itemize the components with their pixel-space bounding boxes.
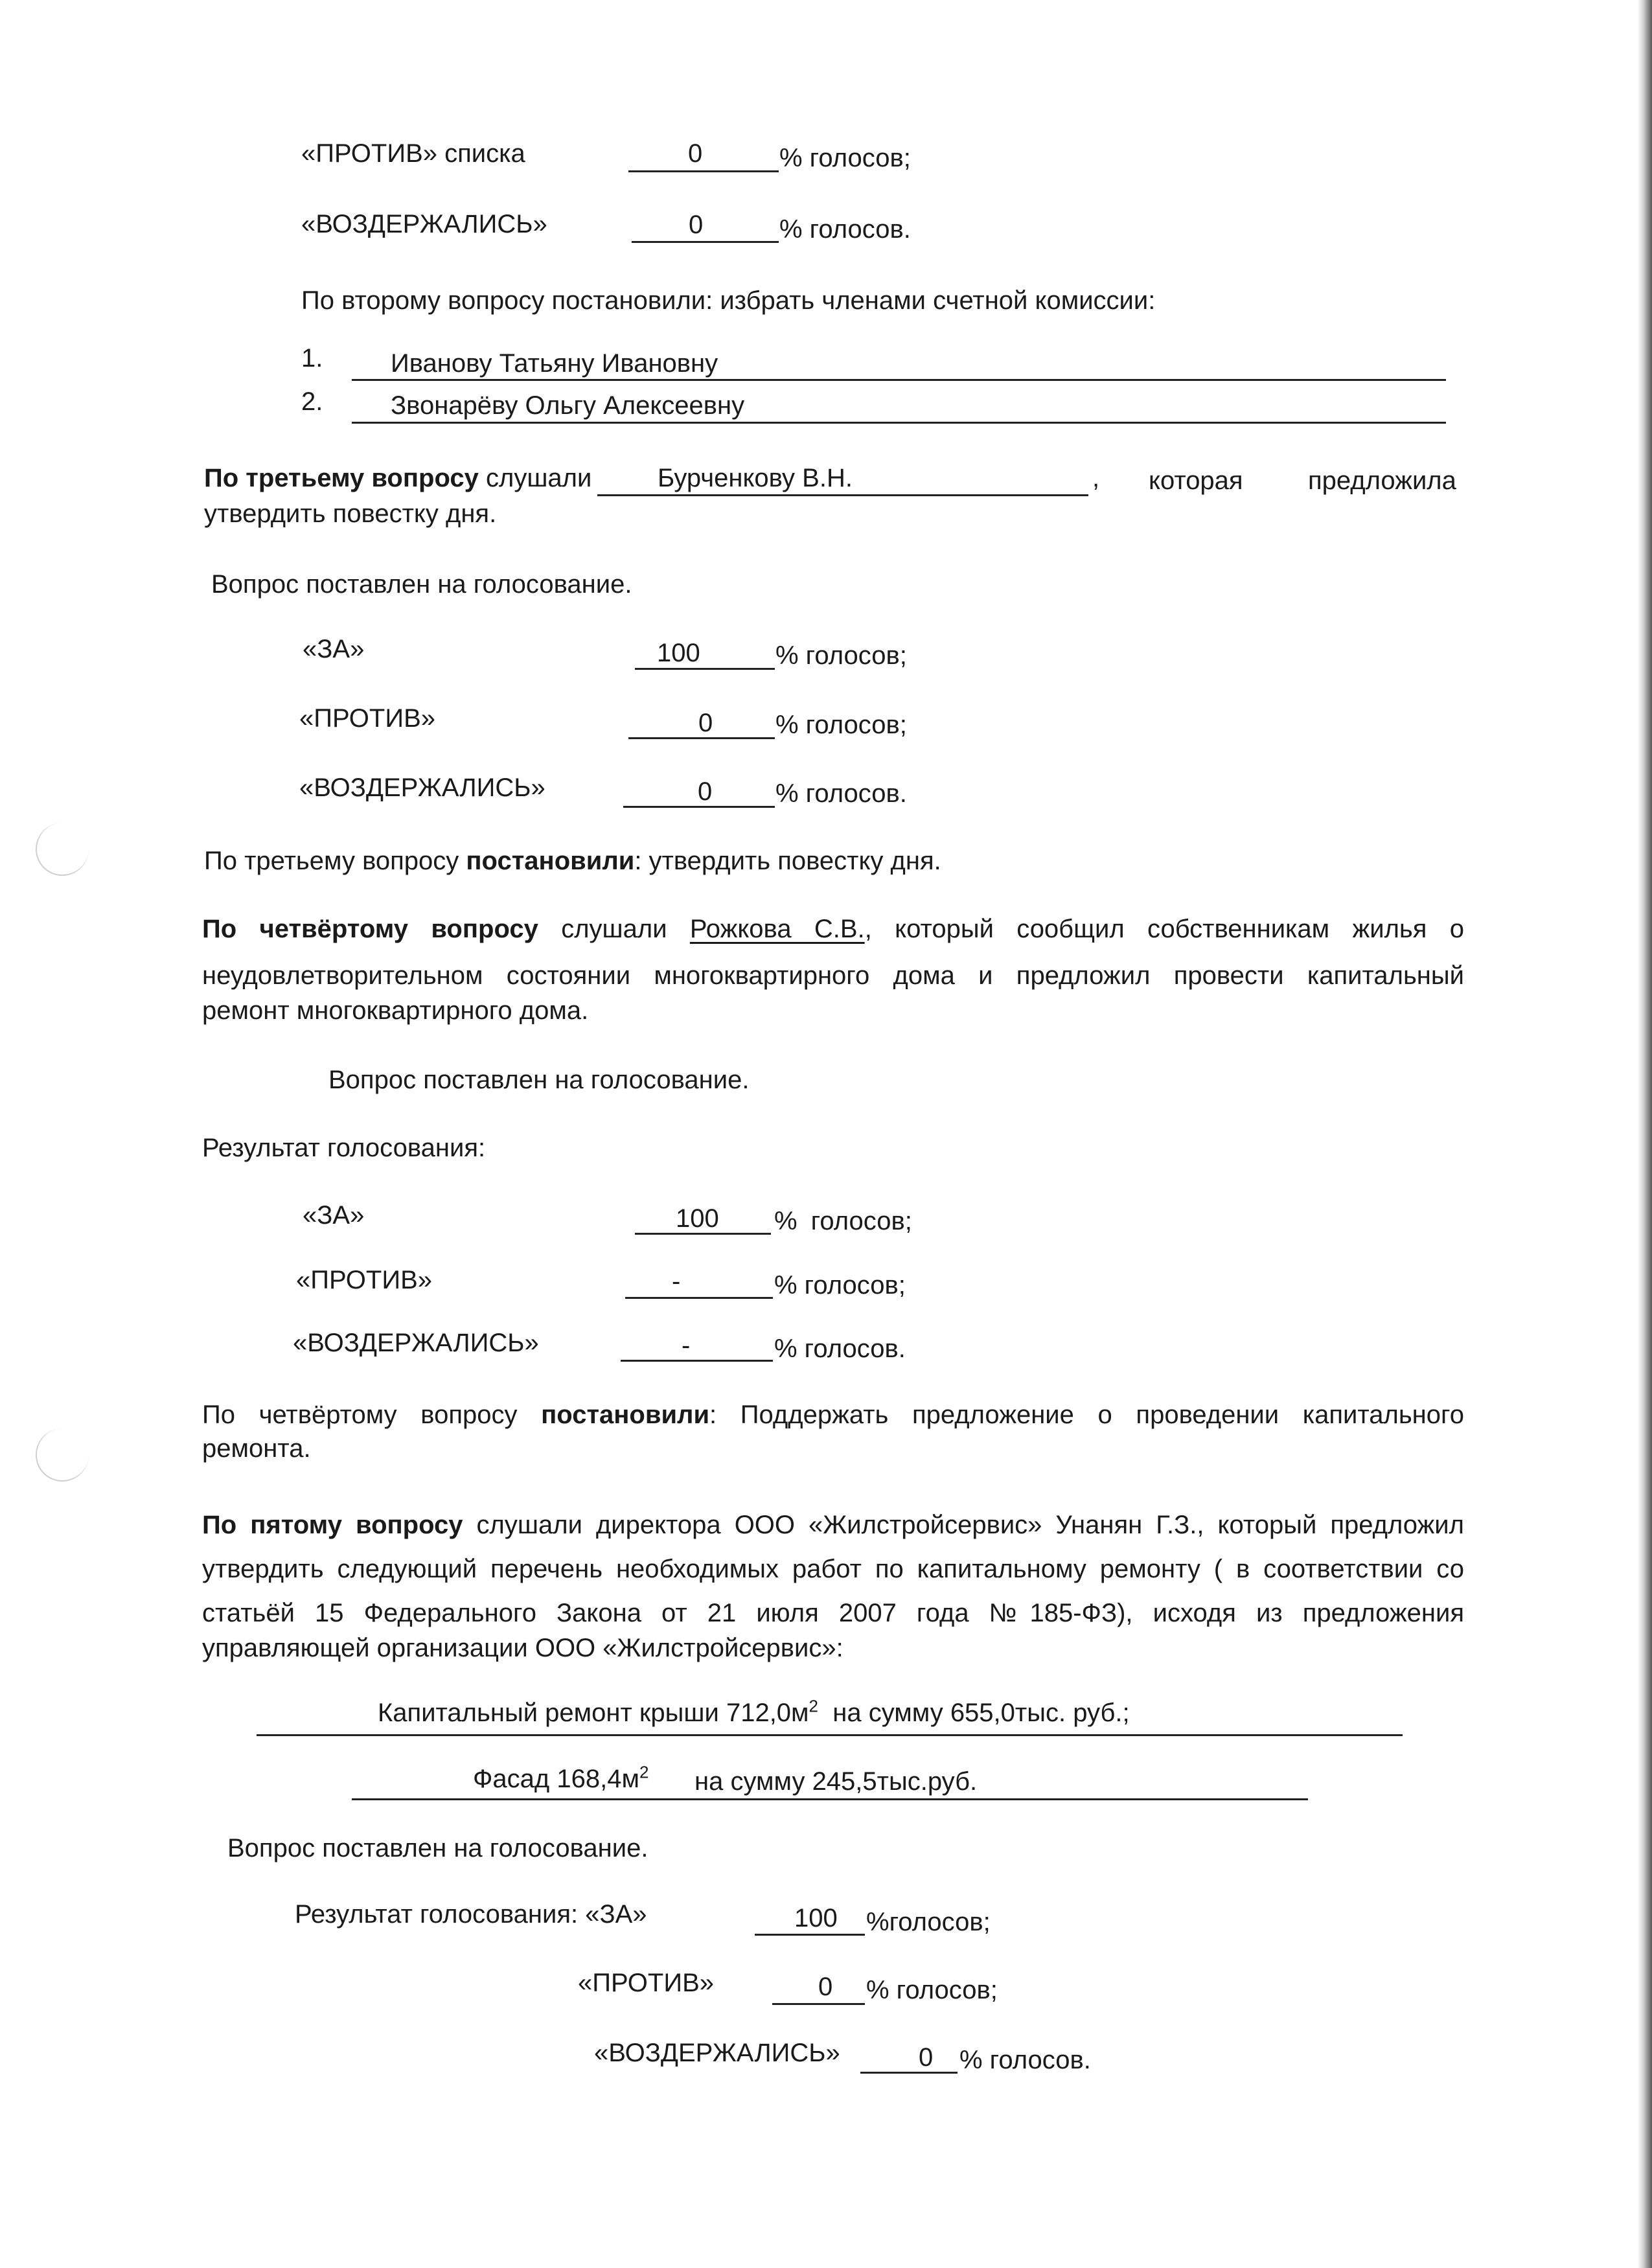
scan-edge-shadow bbox=[1638, 0, 1652, 2268]
q4-abstained-blank bbox=[621, 1360, 773, 1362]
q5-abstained-value: 0 bbox=[919, 2043, 934, 2072]
q5-work-2-text: Фасад $168,4м^2$ bbox=[473, 1762, 649, 1793]
q3-against-value: 0 bbox=[698, 709, 713, 737]
q3-word-kotoraya: которая bbox=[1149, 466, 1243, 495]
q5-against-label: «ПРОТИВ» bbox=[578, 1969, 715, 1997]
q5-against-value: 0 bbox=[818, 1973, 833, 2001]
q4-abstained-value: - bbox=[682, 1331, 691, 1360]
q4-speaker: Рожкова С.В. bbox=[689, 915, 865, 943]
q3-for-label: «ЗА» bbox=[303, 635, 365, 663]
q4-heard-line1 bbox=[202, 912, 1464, 946]
q3-abstained-suffix: % голосов. bbox=[775, 779, 907, 808]
q5-result-label: Результат голосования: «ЗА» bbox=[295, 1900, 647, 1929]
q5-put-to-vote: Вопрос поставлен на голосование. bbox=[227, 1834, 648, 1862]
q3-word-predlozhila: предложила bbox=[1308, 466, 1456, 495]
q2-decision: По второму вопросу постановили: избрать членами счетной комиссии: bbox=[301, 286, 1156, 315]
q5-work-1-sup: 2 bbox=[809, 1696, 819, 1716]
q5-abstained-blank bbox=[860, 2072, 958, 2074]
q2-member-2-num: 2. bbox=[301, 387, 323, 416]
q3-comma: , bbox=[1092, 464, 1100, 492]
q5-for-suffix: %голосов; bbox=[866, 1908, 991, 1936]
q3-decision-bold: постановили bbox=[466, 847, 635, 875]
q5-work-1-line bbox=[257, 1734, 1403, 1736]
q5-abstained-suffix: % голосов. bbox=[959, 2046, 1091, 2074]
q5-heard-line4: управляющей организации ООО «Жилстройсервис»: bbox=[202, 1634, 843, 1662]
q3-against-label: «ПРОТИВ» bbox=[299, 704, 436, 733]
q5-heard-line3: статьёй 15 Федерального Закона от 21 июля 2007 года №185-ФЗ), исходя из предложения bbox=[202, 1599, 1464, 1627]
q3-decision bbox=[204, 844, 941, 878]
q3-heard-verb: слушали bbox=[485, 464, 592, 492]
q1-abstained-label: «ВОЗДЕРЖАЛИСЬ» bbox=[301, 210, 547, 238]
q5-against-suffix: % голосов; bbox=[866, 1976, 998, 2004]
q4-decision-bold: постановили bbox=[541, 1401, 710, 1429]
q5-for-value: 100 bbox=[794, 1904, 838, 1932]
q4-result-label: Результат голосования: bbox=[202, 1134, 486, 1162]
q4-for-label: «ЗА» bbox=[303, 1201, 365, 1230]
q4-abstained-label: «ВОЗДЕРЖАЛИСЬ» bbox=[293, 1329, 539, 1357]
q3-decision-pre: По третьему вопросу bbox=[204, 847, 459, 875]
q5-heard-line2: утвердить следующий перечень необходимых работ по капитальному ремонту ( в соответствии со bbox=[202, 1555, 1464, 1583]
q4-heard-line3: ремонт многоквартирного дома. bbox=[202, 996, 589, 1025]
q3-put-to-vote: Вопрос поставлен на голосование. bbox=[211, 570, 632, 599]
q4-abstained-suffix: % голосов. bbox=[774, 1334, 906, 1363]
q5-line1-rest: слушали директора ООО «Жилстройсервис» Унанян Г.З., который предложил bbox=[476, 1511, 1464, 1539]
q2-member-1-name: Иванову Татьяну Ивановну bbox=[391, 349, 718, 378]
q5-heard-bold: По пятому вопросу bbox=[202, 1511, 463, 1539]
q5-work-1-text: Капитальный ремонт крыши $712,0м^2$ на сумму 655,0тыс. руб.; bbox=[378, 1696, 1130, 1727]
q3-speaker: Бурченкову В.Н. bbox=[658, 464, 853, 492]
q4-against-suffix: % голосов; bbox=[774, 1271, 906, 1300]
q1-abstained-value: 0 bbox=[689, 211, 704, 239]
q4-decision-pre: По четвёртому вопросу bbox=[202, 1401, 518, 1429]
punch-hole-mark-bottom bbox=[36, 1428, 89, 1482]
q1-against-label: «ПРОТИВ» списка bbox=[301, 139, 525, 168]
q3-against-suffix: % голосов; bbox=[775, 711, 907, 739]
q3-for-suffix: % голосов; bbox=[775, 641, 907, 670]
q5-heard-line1 bbox=[202, 1508, 1464, 1542]
q4-put-to-vote: Вопрос поставлен на голосование. bbox=[328, 1066, 750, 1094]
q5-work-2-sum: на сумму 245,5тыс.руб. bbox=[694, 1767, 978, 1796]
punch-hole-mark-top bbox=[36, 823, 89, 876]
q3-for-blank bbox=[635, 668, 775, 670]
q3-abstained-label: «ВОЗДЕРЖАЛИСЬ» bbox=[299, 773, 545, 802]
q2-member-2-name: Звонарёву Ольгу Алексеевну bbox=[391, 391, 745, 420]
q4-against-blank bbox=[625, 1297, 773, 1299]
q3-for-value: 100 bbox=[657, 639, 700, 667]
q1-against-suffix: % голосов; bbox=[779, 144, 911, 172]
q1-against-blank bbox=[628, 170, 779, 172]
q4-against-value: - bbox=[672, 1267, 681, 1296]
q1-abstained-blank bbox=[632, 241, 779, 243]
q5-work-2-line bbox=[352, 1798, 1308, 1800]
q4-heard-verb: слушали bbox=[561, 915, 667, 943]
q5-work-1-sum: на сумму 655,0тыс. руб.; bbox=[832, 1699, 1130, 1727]
q4-for-value: 100 bbox=[676, 1204, 719, 1233]
q3-heard-line2: утвердить повестку дня. bbox=[204, 499, 497, 528]
q4-against-label: «ПРОТИВ» bbox=[296, 1266, 433, 1294]
q3-heard-bold: По третьему вопросу bbox=[204, 464, 479, 492]
q4-for-suffix: % голосов; bbox=[774, 1207, 912, 1235]
q4-decision-post: : Поддержать предложение о проведении капитального bbox=[709, 1401, 1464, 1429]
q5-work-2-sup: 2 bbox=[639, 1762, 649, 1782]
q4-decision-line2: ремонта. bbox=[202, 1434, 311, 1463]
q4-heard-bold: По четвёртому вопросу bbox=[202, 915, 538, 943]
q1-abstained-suffix: % голосов. bbox=[779, 215, 911, 244]
q2-member-1-num: 1. bbox=[301, 344, 323, 372]
q1-against-value: 0 bbox=[688, 139, 703, 168]
q3-abstained-value: 0 bbox=[698, 777, 713, 806]
q5-abstained-label: «ВОЗДЕРЖАЛИСЬ» bbox=[594, 2039, 840, 2067]
q4-line1-rest: , который сообщил собственникам жилья о bbox=[864, 915, 1464, 943]
q3-decision-post: : утвердить повестку дня. bbox=[634, 847, 941, 875]
q4-decision bbox=[202, 1398, 1464, 1432]
q4-heard-line2: неудовлетворительном состоянии многоквартирного дома и предложил провести капитальный bbox=[202, 961, 1464, 990]
